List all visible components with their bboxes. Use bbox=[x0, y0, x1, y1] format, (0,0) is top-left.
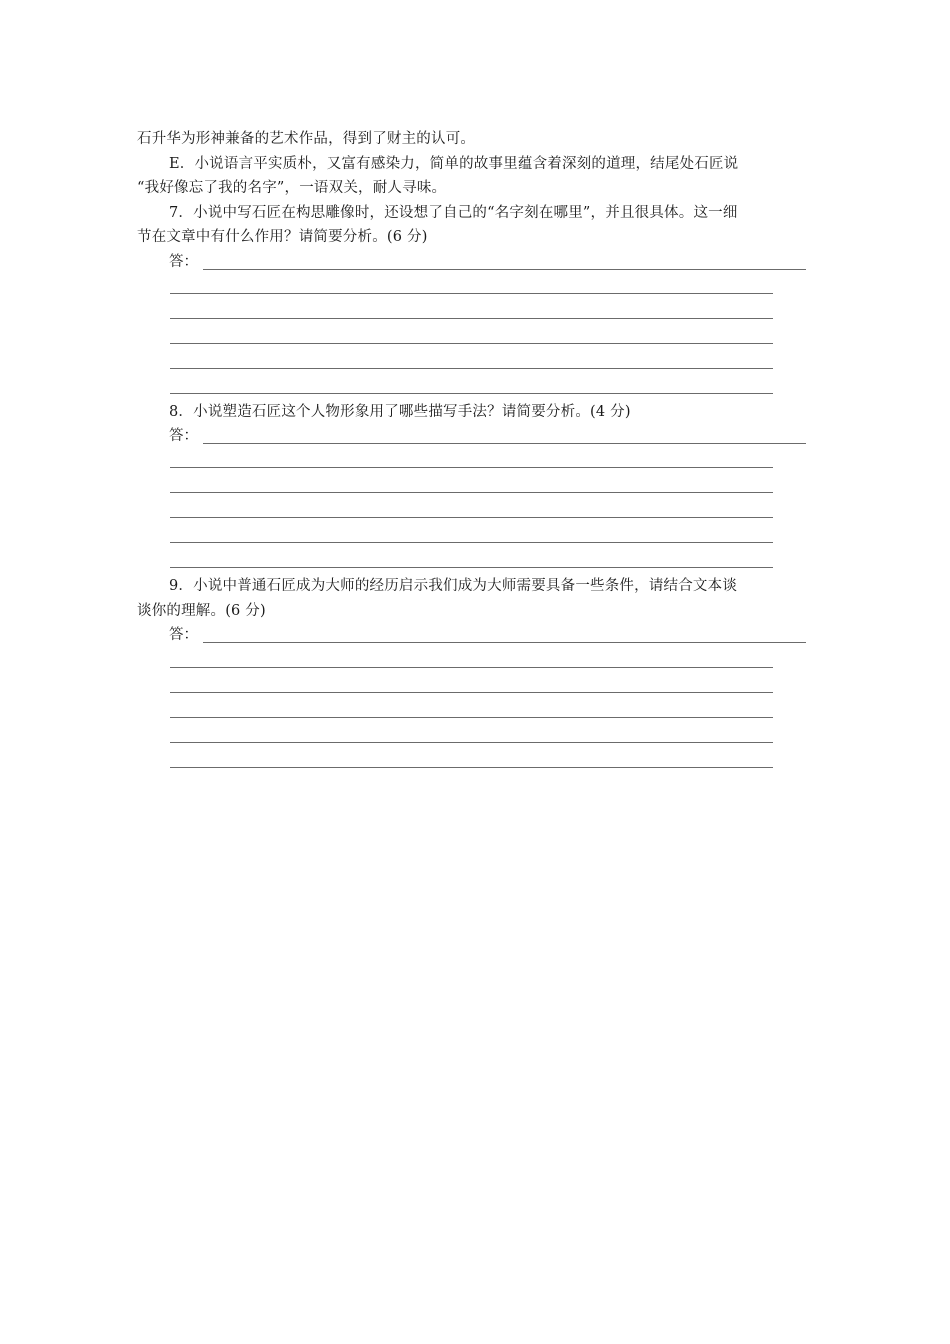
answer-line[interactable] bbox=[203, 269, 806, 270]
answer-line[interactable] bbox=[170, 667, 773, 668]
answer-line[interactable] bbox=[170, 567, 773, 568]
answer-line[interactable] bbox=[170, 517, 773, 518]
question-7-line-1: 7．小说中写石匠在构思雕像时，还设想了自己的“名字刻在哪里”，并且很具体。这一细 bbox=[169, 205, 738, 221]
answer-line[interactable] bbox=[170, 343, 773, 344]
question-9-answer-row bbox=[169, 623, 809, 647]
answer-line[interactable] bbox=[170, 692, 773, 693]
answer-line[interactable] bbox=[170, 393, 773, 394]
answer-line[interactable] bbox=[170, 492, 773, 493]
answer-line[interactable] bbox=[203, 642, 806, 643]
answer-label: 答： bbox=[169, 428, 198, 444]
answer-line[interactable] bbox=[170, 542, 773, 543]
answer-line[interactable] bbox=[170, 717, 773, 718]
answer-line[interactable] bbox=[170, 767, 773, 768]
question-9-line-1: 9．小说中普通石匠成为大师的经历启示我们成为大师需要具备一些条件，请结合文本谈 bbox=[169, 578, 738, 594]
option-e-line-1: E．小说语言平实质朴，又富有感染力，简单的故事里蕴含着深刻的道理，结尾处石匠说 bbox=[169, 156, 739, 172]
answer-line[interactable] bbox=[203, 443, 806, 444]
question-8-line-1: 8．小说塑造石匠这个人物形象用了哪些描写手法？请简要分析。(4 分) bbox=[169, 404, 631, 420]
option-e-line-2: “我好像忘了我的名字”，一语双关，耐人寻味。 bbox=[137, 180, 447, 196]
answer-label: 答： bbox=[169, 627, 198, 643]
answer-label: 答： bbox=[169, 254, 198, 270]
answer-line[interactable] bbox=[170, 742, 773, 743]
question-8-answer-row bbox=[169, 424, 809, 448]
question-7-line-2: 节在文章中有什么作用？请简要分析。(6 分) bbox=[137, 229, 428, 245]
answer-line[interactable] bbox=[170, 293, 773, 294]
answer-line[interactable] bbox=[170, 467, 773, 468]
question-7-answer-row bbox=[169, 250, 809, 274]
answer-line[interactable] bbox=[170, 318, 773, 319]
question-9-line-2: 谈你的理解。(6 分) bbox=[137, 603, 266, 619]
continuation-text-line: 石升华为形神兼备的艺术作品，得到了财主的认可。 bbox=[137, 131, 476, 147]
answer-line[interactable] bbox=[170, 368, 773, 369]
